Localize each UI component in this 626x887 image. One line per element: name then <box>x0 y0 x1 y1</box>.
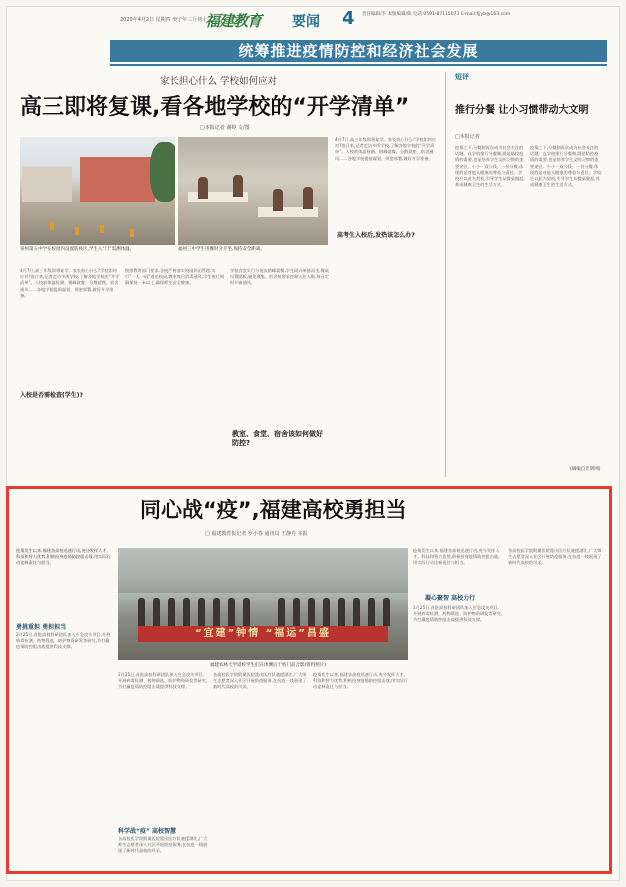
editorial-body-col2: 疫情之下,分餐制再次成为社会关注的话题。在学校推行分餐制,既是防控疫情的需要,也是培养学生文明习惯的重要途径。小小一双公筷、一份分餐,体现的是对他人健康的尊重与责任。学校应以此为契机,引导学生从餐桌做起,养成健康卫生的生活方式。 <box>530 145 602 188</box>
top-body-col3: 学校食堂实行分批次错峰就餐,学生同向单排而坐,餐桌设置隔板,避免聚集。宿舍按要求控制入住人数,每日定时开窗通风。 <box>230 268 329 286</box>
top-body-col4: 4月7日,高三年级即将复学。家长担心什么?学校如何应对?连日来,记者走访多所学校,了解各地学校的“开学清单”。入校前体温检测、错峰就餐、分散就座、宿舍通风……各地学校提前谋划、周密部署,做好开学准备。 <box>335 137 437 161</box>
top-subhead-3: 教室、食堂、宿舍该如何做好防控? <box>232 430 323 447</box>
top-story-kicker: 家长担心什么 学校如何应对 <box>160 76 278 87</box>
top-story-byline: □本报记者 谢婷 文/图 <box>200 125 250 131</box>
editorial-body-col1: 疫情之下,分餐制再次成为社会关注的话题。在学校推行分餐制,既是防控疫情的需要,也是培养学生文明习惯的重要途径。小小一双公筷、一份分餐,体现的是对他人健康的尊重与责任。学校应以此为契机,引导学生从餐桌做起,养成健康卫生的生活方式。 <box>455 145 525 188</box>
bottom-story-headline: 同心战“疫”,福建高校勇担当 <box>140 498 407 522</box>
bottom-lead: 疫情发生以来,福建各高校迅速行动,充分发挥人才、科技和智力优势,积极投身疫情防控阻击战,用实际行动诠释责任与担当。 <box>16 548 111 566</box>
issue-date: 2020年4月2日 星期四 庚子年三月初十 <box>120 17 208 23</box>
bottom-body-col5a: 疫情发生以来,福建各高校迅速行动,充分发挥人才、科技和智力优势,积极投身疫情防控阻击战,用实际行动诠释责任与担当。 <box>413 548 500 566</box>
bottom-section-3: 凝心聚智 高校力行 <box>425 595 476 602</box>
bottom-body-col6: 各高校医学院附属医院派出医疗队驰援湖北,广大师生志愿者深入社区开展防疫服务,在抗疫一线展现了新时代高校的风采。 <box>508 548 602 566</box>
bottom-body-col3: 各高校医学院附属医院派出医疗队驰援湖北,广大师生志愿者深入社区开展防疫服务,在抗疫一线展现了新时代高校的风采。 <box>213 672 307 690</box>
bottom-body-col2b: 各高校医学院附属医院派出医疗队驰援湖北,广大师生志愿者深入社区开展防疫服务,在抗疫一线展现了新时代高校的风采。 <box>118 836 208 854</box>
top-story-headline: 高三即将复课,看各地学校的“开学清单” <box>20 95 410 120</box>
bottom-body-col1: 2月25日,首批高校科研团队加入应急攻关项目,开展病毒检测、药物筛选、防护物资研发等研究,为打赢疫情防控阻击战提供科技支撑。 <box>16 632 111 650</box>
column-divider <box>445 72 446 477</box>
group-photo-caption: 福建农林大学返校学生们在体测后于校门前合影(资料照片) <box>210 663 327 668</box>
editorial-tag: 短评 <box>455 73 469 81</box>
page-number: 4 <box>342 8 355 29</box>
theme-banner: 统筹推进疫情防控和经济社会发展 <box>110 40 607 62</box>
top-body-col2: 按照教育部门要求,各校严格落实校园封闭管理,实行“一人一码”进出校园,教室每日消毒通风,学生座位间隔保持一米以上,确保师生安全健康。 <box>125 268 225 286</box>
top-subhead-2: 高考生入校后,发热该怎么办? <box>337 232 415 239</box>
editorial-source: (摘编自光明网) <box>570 467 601 472</box>
photo-banner: “宜建”钟情 “福运”昌盛 <box>138 626 388 642</box>
editorial-title: 推行分餐 让小习惯带动大文明 <box>455 105 589 116</box>
banner-rule <box>110 64 607 66</box>
bottom-body-col5: 2月25日,首批高校科研团队加入应急攻关项目,开展病毒检测、药物筛选、防护物资研发等研究,为打赢疫情防控阻击战提供科技支撑。 <box>413 605 503 623</box>
group-photo <box>118 548 408 660</box>
top-subhead-1: 入校是否需检查(学生)? <box>20 392 83 399</box>
photo2-caption: 福州三中学生用餐时分开坐,保持安全距离。 <box>178 247 265 252</box>
bottom-body-col4: 疫情发生以来,福建各高校迅速行动,充分发挥人才、科技和智力优势,积极投身疫情防控阻击战,用实际行动诠释责任与担当。 <box>313 672 408 690</box>
editor-info: 责任编辑/李 本版编辑/陈 电话:0591-87115073 E-mail:fjjyb@163.com <box>362 12 511 17</box>
canteen-photo <box>178 137 328 245</box>
editorial-author: □本报记者 <box>455 134 480 140</box>
bottom-story-byline: □ 福建教育报记者 罗小春 通讯员 王静丹 本报 <box>205 531 308 537</box>
newspaper-logo: 福建教育 <box>205 12 262 30</box>
bottom-body-col2: 2月25日,首批高校科研团队加入应急攻关项目,开展病毒检测、药物筛选、防护物资研发等研究,为打赢疫情防控阻击战提供科技支撑。 <box>118 672 208 690</box>
masthead <box>110 8 610 38</box>
bottom-section-2: 科学战“疫” 高校智慧 <box>118 828 176 835</box>
section-name: 要闻 <box>292 14 320 30</box>
top-body-col1: 4月7日,高三年级即将复学。家长担心什么?学校如何应对?连日来,记者走访多所学校,了解各地学校的“开学清单”。入校前体温检测、错峰就餐、分散就座、宿舍通风……各地学校提前谋划、周密部署,做好开学准备。 <box>20 268 120 298</box>
school-gate-photo <box>20 137 175 245</box>
bottom-section-1: 勇挑重担 勇担担当 <box>16 624 67 631</box>
photo1-caption: 泉州第五中学在校园内设置防疫区,学生入“门”需测体温。 <box>20 247 135 252</box>
